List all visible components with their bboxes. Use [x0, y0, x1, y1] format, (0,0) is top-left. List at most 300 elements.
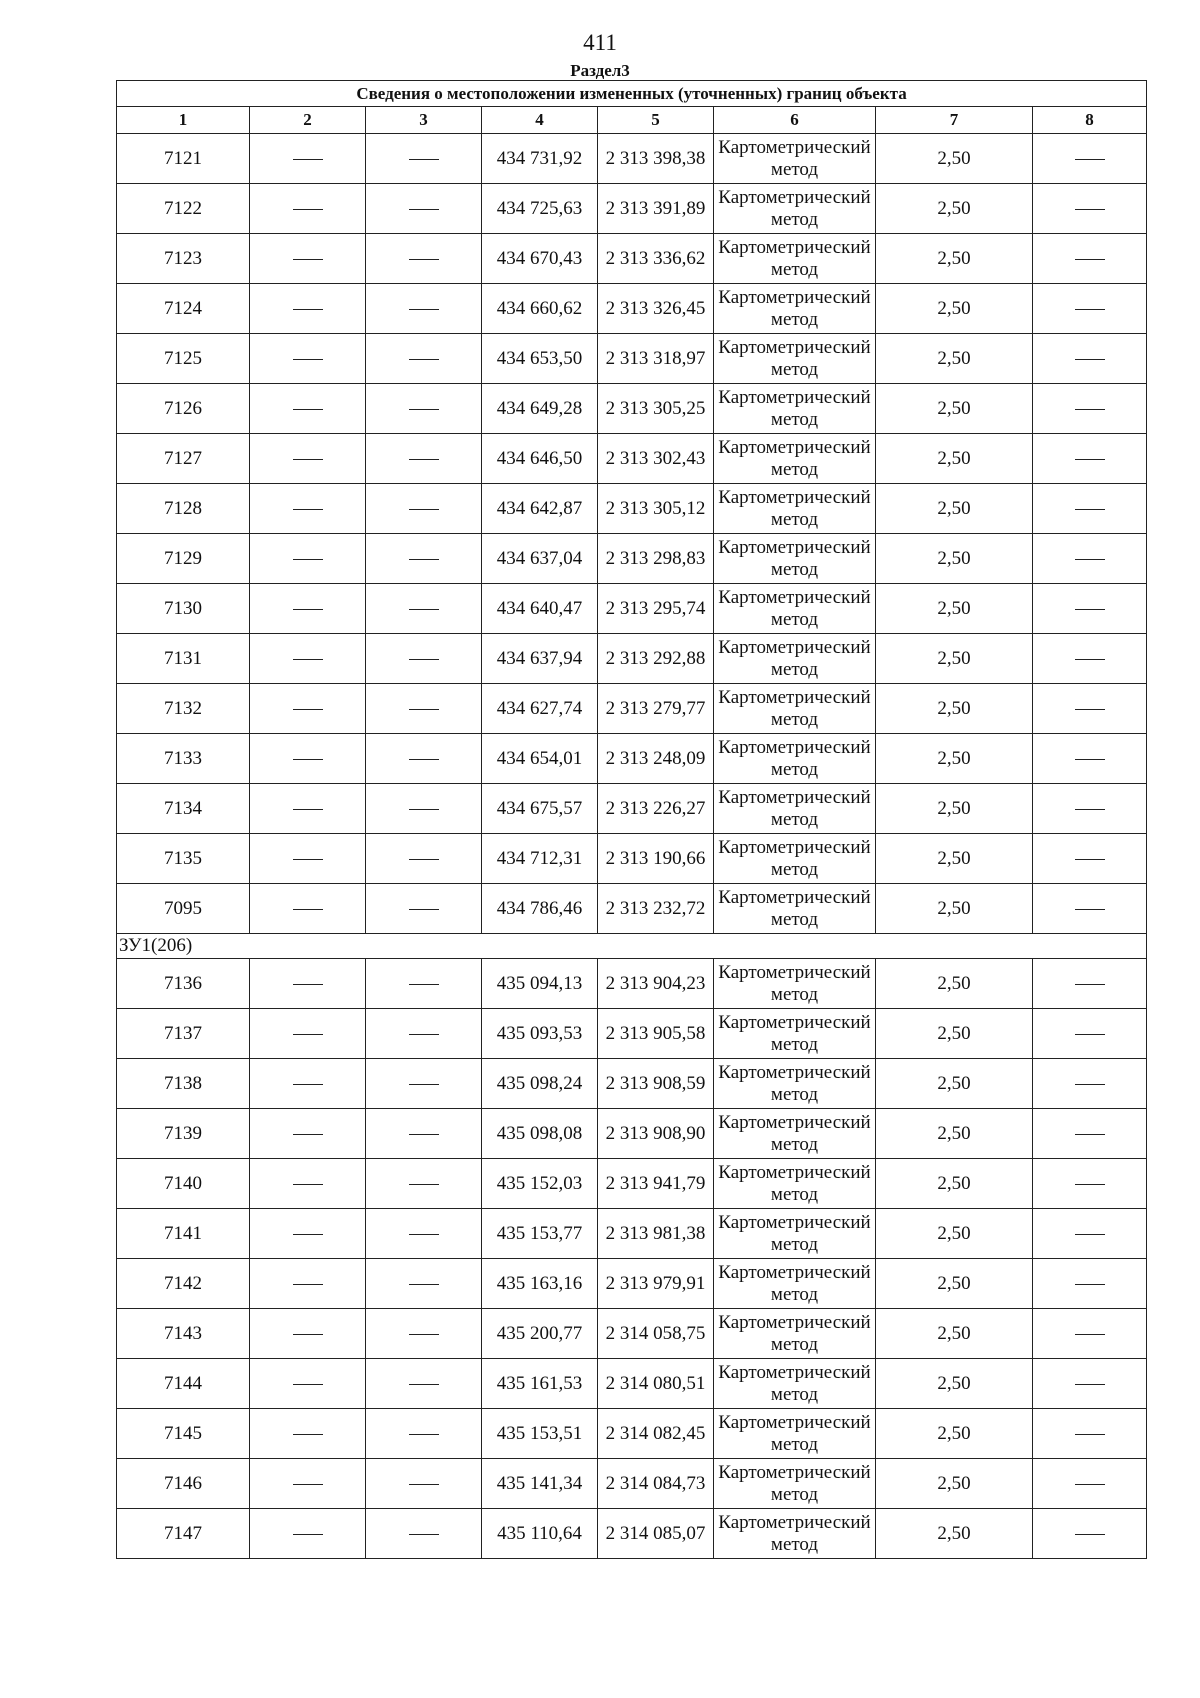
- accuracy-cell: 2,50: [876, 1059, 1033, 1109]
- dash-mark: [409, 1534, 439, 1535]
- y-coordinate-cell: 2 313 979,91: [598, 1259, 714, 1309]
- table-row: [117, 484, 1147, 534]
- column-8-cell: [1033, 1409, 1147, 1459]
- point-number-cell: 7139: [117, 1109, 250, 1159]
- column-2-cell: [250, 534, 366, 584]
- table-row: [117, 1259, 1147, 1309]
- dash-mark: [293, 209, 323, 210]
- accuracy-cell: 2,50: [876, 1359, 1033, 1409]
- column-8-cell: [1033, 484, 1147, 534]
- dash-mark: [409, 509, 439, 510]
- table-row: [117, 284, 1147, 334]
- point-number-cell: 7125: [117, 334, 250, 384]
- method-cell: Картометрический метод: [714, 1459, 876, 1509]
- dash-mark: [293, 1234, 323, 1235]
- table-row: [117, 734, 1147, 784]
- column-8-cell: [1033, 1059, 1147, 1109]
- group-label-row: [117, 934, 1147, 959]
- x-coordinate-cell: 434 731,92: [482, 134, 598, 184]
- column-8-cell: [1033, 1159, 1147, 1209]
- column-2-cell: [250, 834, 366, 884]
- x-coordinate-cell: 435 093,53: [482, 1009, 598, 1059]
- accuracy-cell: 2,50: [876, 959, 1033, 1009]
- x-coordinate-cell: 435 153,77: [482, 1209, 598, 1259]
- y-coordinate-cell: 2 313 904,23: [598, 959, 714, 1009]
- table-row: [117, 1059, 1147, 1109]
- dash-mark: [1075, 709, 1105, 710]
- point-number-cell: 7124: [117, 284, 250, 334]
- column-2-cell: [250, 1259, 366, 1309]
- column-2-cell: [250, 234, 366, 284]
- point-number-cell: 7141: [117, 1209, 250, 1259]
- column-2-cell: [250, 134, 366, 184]
- dash-mark: [293, 459, 323, 460]
- dash-mark: [293, 1184, 323, 1185]
- accuracy-cell: 2,50: [876, 734, 1033, 784]
- point-number-cell: 7135: [117, 834, 250, 884]
- accuracy-cell: 2,50: [876, 334, 1033, 384]
- method-cell: Картометрический метод: [714, 1309, 876, 1359]
- accuracy-cell: 2,50: [876, 634, 1033, 684]
- dash-mark: [409, 759, 439, 760]
- dash-mark: [409, 459, 439, 460]
- dash-mark: [293, 259, 323, 260]
- dash-mark: [409, 859, 439, 860]
- dash-mark: [293, 509, 323, 510]
- dash-mark: [409, 1234, 439, 1235]
- dash-mark: [409, 609, 439, 610]
- point-number-cell: 7095: [117, 884, 250, 934]
- dash-mark: [409, 1434, 439, 1435]
- method-cell: Картометрический метод: [714, 484, 876, 534]
- y-coordinate-cell: 2 313 279,77: [598, 684, 714, 734]
- x-coordinate-cell: 434 642,87: [482, 484, 598, 534]
- method-cell: Картометрический метод: [714, 1159, 876, 1209]
- column-3-cell: [366, 184, 482, 234]
- column-2-cell: [250, 684, 366, 734]
- method-cell: Картометрический метод: [714, 784, 876, 834]
- accuracy-cell: 2,50: [876, 484, 1033, 534]
- column-2-cell: [250, 1209, 366, 1259]
- table-row: [117, 1509, 1147, 1559]
- column-2-cell: [250, 334, 366, 384]
- dash-mark: [293, 909, 323, 910]
- column-2-cell: [250, 1059, 366, 1109]
- point-number-cell: 7136: [117, 959, 250, 1009]
- page-number: 411: [583, 30, 617, 55]
- point-number-cell: 7133: [117, 734, 250, 784]
- x-coordinate-cell: 434 675,57: [482, 784, 598, 834]
- y-coordinate-cell: 2 314 082,45: [598, 1409, 714, 1459]
- column-3-cell: [366, 884, 482, 934]
- column-number: 5: [598, 107, 714, 134]
- dash-mark: [409, 359, 439, 360]
- dash-mark: [293, 1384, 323, 1385]
- point-number-cell: 7121: [117, 134, 250, 184]
- method-cell: Картометрический метод: [714, 1509, 876, 1559]
- column-8-cell: [1033, 684, 1147, 734]
- accuracy-cell: 2,50: [876, 434, 1033, 484]
- table-row: [117, 1209, 1147, 1259]
- point-number-cell: 7128: [117, 484, 250, 534]
- table-row: [117, 1109, 1147, 1159]
- dash-mark: [409, 984, 439, 985]
- accuracy-cell: 2,50: [876, 1259, 1033, 1309]
- column-8-cell: [1033, 1209, 1147, 1259]
- x-coordinate-cell: 435 152,03: [482, 1159, 598, 1209]
- accuracy-cell: 2,50: [876, 1309, 1033, 1359]
- point-number-cell: 7134: [117, 784, 250, 834]
- column-3-cell: [366, 1459, 482, 1509]
- table-row: [117, 384, 1147, 434]
- column-number: 2: [250, 107, 366, 134]
- dash-mark: [293, 1484, 323, 1485]
- column-8-cell: [1033, 1509, 1147, 1559]
- y-coordinate-cell: 2 313 298,83: [598, 534, 714, 584]
- dash-mark: [1075, 609, 1105, 610]
- table-row: [117, 234, 1147, 284]
- column-8-cell: [1033, 1459, 1147, 1509]
- dash-mark: [409, 1284, 439, 1285]
- column-2-cell: [250, 734, 366, 784]
- column-2-cell: [250, 1159, 366, 1209]
- x-coordinate-cell: 434 670,43: [482, 234, 598, 284]
- point-number-cell: 7123: [117, 234, 250, 284]
- column-8-cell: [1033, 284, 1147, 334]
- dash-mark: [1075, 1484, 1105, 1485]
- dash-mark: [1075, 909, 1105, 910]
- dash-mark: [1075, 159, 1105, 160]
- dash-mark: [293, 409, 323, 410]
- column-8-cell: [1033, 634, 1147, 684]
- column-8-cell: [1033, 1009, 1147, 1059]
- dash-mark: [1075, 459, 1105, 460]
- accuracy-cell: 2,50: [876, 1509, 1033, 1559]
- method-cell: Картометрический метод: [714, 1209, 876, 1259]
- point-number-cell: 7147: [117, 1509, 250, 1559]
- table-row: [117, 434, 1147, 484]
- column-8-cell: [1033, 434, 1147, 484]
- y-coordinate-cell: 2 313 908,59: [598, 1059, 714, 1109]
- dash-mark: [293, 1134, 323, 1135]
- dash-mark: [409, 309, 439, 310]
- column-3-cell: [366, 684, 482, 734]
- point-number-cell: 7137: [117, 1009, 250, 1059]
- point-number-cell: 7143: [117, 1309, 250, 1359]
- x-coordinate-cell: 434 660,62: [482, 284, 598, 334]
- y-coordinate-cell: 2 314 085,07: [598, 1509, 714, 1559]
- method-cell: Картометрический метод: [714, 834, 876, 884]
- dash-mark: [1075, 359, 1105, 360]
- column-8-cell: [1033, 184, 1147, 234]
- table-row: [117, 1159, 1147, 1209]
- y-coordinate-cell: 2 313 305,12: [598, 484, 714, 534]
- accuracy-cell: 2,50: [876, 534, 1033, 584]
- dash-mark: [409, 1034, 439, 1035]
- table-row: [117, 834, 1147, 884]
- column-3-cell: [366, 784, 482, 834]
- accuracy-cell: 2,50: [876, 834, 1033, 884]
- x-coordinate-cell: 435 098,08: [482, 1109, 598, 1159]
- column-2-cell: [250, 884, 366, 934]
- column-8-cell: [1033, 959, 1147, 1009]
- column-3-cell: [366, 1209, 482, 1259]
- column-3-cell: [366, 1409, 482, 1459]
- column-2-cell: [250, 584, 366, 634]
- boundary-coordinates-table: [116, 80, 1147, 1559]
- dash-mark: [1075, 1234, 1105, 1235]
- x-coordinate-cell: 434 637,94: [482, 634, 598, 684]
- dash-mark: [1075, 1034, 1105, 1035]
- column-8-cell: [1033, 884, 1147, 934]
- column-8-cell: [1033, 1359, 1147, 1409]
- dash-mark: [293, 809, 323, 810]
- dash-mark: [1075, 859, 1105, 860]
- accuracy-cell: 2,50: [876, 1009, 1033, 1059]
- accuracy-cell: 2,50: [876, 1409, 1033, 1459]
- section-title: Раздел3: [570, 61, 630, 80]
- point-number-cell: 7127: [117, 434, 250, 484]
- dash-mark: [293, 1334, 323, 1335]
- method-cell: Картометрический метод: [714, 234, 876, 284]
- dash-mark: [293, 709, 323, 710]
- column-8-cell: [1033, 334, 1147, 384]
- dash-mark: [293, 609, 323, 610]
- x-coordinate-cell: 435 110,64: [482, 1509, 598, 1559]
- column-number-row: [117, 107, 1147, 134]
- accuracy-cell: 2,50: [876, 884, 1033, 934]
- column-number: 6: [714, 107, 876, 134]
- column-3-cell: [366, 1009, 482, 1059]
- y-coordinate-cell: 2 313 305,25: [598, 384, 714, 434]
- table-row: [117, 534, 1147, 584]
- dash-mark: [1075, 1334, 1105, 1335]
- method-cell: Картометрический метод: [714, 584, 876, 634]
- method-cell: Картометрический метод: [714, 184, 876, 234]
- method-cell: Картометрический метод: [714, 884, 876, 934]
- point-number-cell: 7138: [117, 1059, 250, 1109]
- table-row: [117, 1409, 1147, 1459]
- column-8-cell: [1033, 384, 1147, 434]
- column-3-cell: [366, 284, 482, 334]
- dash-mark: [1075, 984, 1105, 985]
- column-8-cell: [1033, 584, 1147, 634]
- method-cell: Картометрический метод: [714, 1409, 876, 1459]
- dash-mark: [1075, 809, 1105, 810]
- dash-mark: [1075, 259, 1105, 260]
- accuracy-cell: 2,50: [876, 184, 1033, 234]
- column-3-cell: [366, 1359, 482, 1409]
- method-cell: Картометрический метод: [714, 734, 876, 784]
- dash-mark: [409, 1384, 439, 1385]
- y-coordinate-cell: 2 313 190,66: [598, 834, 714, 884]
- point-number-cell: 7132: [117, 684, 250, 734]
- table-row: [117, 884, 1147, 934]
- table-body: [117, 134, 1147, 1559]
- table-row: [117, 1459, 1147, 1509]
- column-3-cell: [366, 334, 482, 384]
- y-coordinate-cell: 2 313 302,43: [598, 434, 714, 484]
- dash-mark: [293, 1034, 323, 1035]
- y-coordinate-cell: 2 313 908,90: [598, 1109, 714, 1159]
- dash-mark: [1075, 559, 1105, 560]
- dash-mark: [409, 909, 439, 910]
- column-2-cell: [250, 1509, 366, 1559]
- column-2-cell: [250, 184, 366, 234]
- column-3-cell: [366, 1109, 482, 1159]
- column-3-cell: [366, 959, 482, 1009]
- accuracy-cell: 2,50: [876, 384, 1033, 434]
- dash-mark: [293, 859, 323, 860]
- column-3-cell: [366, 484, 482, 534]
- group-label: ЗУ1(206): [117, 934, 1147, 959]
- dash-mark: [409, 1334, 439, 1335]
- dash-mark: [1075, 509, 1105, 510]
- method-cell: Картометрический метод: [714, 1009, 876, 1059]
- column-2-cell: [250, 1459, 366, 1509]
- table-row: [117, 334, 1147, 384]
- column-2-cell: [250, 959, 366, 1009]
- column-8-cell: [1033, 784, 1147, 834]
- x-coordinate-cell: 434 712,31: [482, 834, 598, 884]
- point-number-cell: 7145: [117, 1409, 250, 1459]
- method-cell: Картометрический метод: [714, 284, 876, 334]
- point-number-cell: 7140: [117, 1159, 250, 1209]
- accuracy-cell: 2,50: [876, 284, 1033, 334]
- method-cell: Картометрический метод: [714, 684, 876, 734]
- dash-mark: [293, 559, 323, 560]
- x-coordinate-cell: 434 637,04: [482, 534, 598, 584]
- dash-mark: [1075, 1534, 1105, 1535]
- column-2-cell: [250, 1409, 366, 1459]
- point-number-cell: 7129: [117, 534, 250, 584]
- dash-mark: [409, 159, 439, 160]
- accuracy-cell: 2,50: [876, 1109, 1033, 1159]
- y-coordinate-cell: 2 313 391,89: [598, 184, 714, 234]
- column-number: 7: [876, 107, 1033, 134]
- dash-mark: [1075, 759, 1105, 760]
- x-coordinate-cell: 435 163,16: [482, 1259, 598, 1309]
- column-3-cell: [366, 634, 482, 684]
- method-cell: Картометрический метод: [714, 334, 876, 384]
- dash-mark: [1075, 1084, 1105, 1085]
- column-8-cell: [1033, 1259, 1147, 1309]
- x-coordinate-cell: 435 094,13: [482, 959, 598, 1009]
- column-number: 8: [1033, 107, 1147, 134]
- y-coordinate-cell: 2 313 232,72: [598, 884, 714, 934]
- column-2-cell: [250, 284, 366, 334]
- y-coordinate-cell: 2 313 226,27: [598, 784, 714, 834]
- column-2-cell: [250, 1309, 366, 1359]
- accuracy-cell: 2,50: [876, 1459, 1033, 1509]
- x-coordinate-cell: 434 786,46: [482, 884, 598, 934]
- y-coordinate-cell: 2 313 981,38: [598, 1209, 714, 1259]
- column-3-cell: [366, 734, 482, 784]
- dash-mark: [293, 309, 323, 310]
- dash-mark: [409, 1084, 439, 1085]
- column-2-cell: [250, 1359, 366, 1409]
- dash-mark: [1075, 1184, 1105, 1185]
- column-8-cell: [1033, 1109, 1147, 1159]
- x-coordinate-cell: 435 153,51: [482, 1409, 598, 1459]
- accuracy-cell: 2,50: [876, 684, 1033, 734]
- x-coordinate-cell: 434 654,01: [482, 734, 598, 784]
- column-8-cell: [1033, 834, 1147, 884]
- column-8-cell: [1033, 534, 1147, 584]
- method-cell: Картометрический метод: [714, 1259, 876, 1309]
- column-3-cell: [366, 134, 482, 184]
- x-coordinate-cell: 435 141,34: [482, 1459, 598, 1509]
- point-number-cell: 7144: [117, 1359, 250, 1409]
- y-coordinate-cell: 2 314 058,75: [598, 1309, 714, 1359]
- dash-mark: [1075, 1384, 1105, 1385]
- column-3-cell: [366, 434, 482, 484]
- column-3-cell: [366, 1059, 482, 1109]
- y-coordinate-cell: 2 313 941,79: [598, 1159, 714, 1209]
- accuracy-cell: 2,50: [876, 234, 1033, 284]
- column-2-cell: [250, 634, 366, 684]
- dash-mark: [409, 659, 439, 660]
- x-coordinate-cell: 434 627,74: [482, 684, 598, 734]
- table-row: [117, 684, 1147, 734]
- dash-mark: [293, 984, 323, 985]
- x-coordinate-cell: 434 646,50: [482, 434, 598, 484]
- x-coordinate-cell: 434 649,28: [482, 384, 598, 434]
- column-3-cell: [366, 1309, 482, 1359]
- column-2-cell: [250, 1009, 366, 1059]
- column-2-cell: [250, 434, 366, 484]
- x-coordinate-cell: 435 200,77: [482, 1309, 598, 1359]
- x-coordinate-cell: 435 161,53: [482, 1359, 598, 1409]
- dash-mark: [293, 1284, 323, 1285]
- method-cell: Картометрический метод: [714, 1109, 876, 1159]
- y-coordinate-cell: 2 313 326,45: [598, 284, 714, 334]
- column-3-cell: [366, 584, 482, 634]
- table-caption: Сведения о местоположении измененных (уточненных) границ объекта: [117, 81, 1147, 107]
- y-coordinate-cell: 2 314 080,51: [598, 1359, 714, 1409]
- method-cell: Картометрический метод: [714, 1359, 876, 1409]
- point-number-cell: 7146: [117, 1459, 250, 1509]
- dash-mark: [409, 1484, 439, 1485]
- dash-mark: [409, 409, 439, 410]
- dash-mark: [293, 159, 323, 160]
- column-8-cell: [1033, 134, 1147, 184]
- method-cell: Картометрический метод: [714, 959, 876, 1009]
- column-2-cell: [250, 484, 366, 534]
- column-8-cell: [1033, 234, 1147, 284]
- column-3-cell: [366, 1159, 482, 1209]
- dash-mark: [1075, 1434, 1105, 1435]
- dash-mark: [1075, 309, 1105, 310]
- table-row: [117, 784, 1147, 834]
- column-3-cell: [366, 1259, 482, 1309]
- column-2-cell: [250, 1109, 366, 1159]
- point-number-cell: 7142: [117, 1259, 250, 1309]
- dash-mark: [409, 209, 439, 210]
- table-row: [117, 1309, 1147, 1359]
- dash-mark: [293, 1434, 323, 1435]
- method-cell: Картометрический метод: [714, 1059, 876, 1109]
- dash-mark: [293, 1084, 323, 1085]
- method-cell: Картометрический метод: [714, 384, 876, 434]
- accuracy-cell: 2,50: [876, 584, 1033, 634]
- table-row: [117, 584, 1147, 634]
- x-coordinate-cell: 434 653,50: [482, 334, 598, 384]
- point-number-cell: 7131: [117, 634, 250, 684]
- dash-mark: [1075, 659, 1105, 660]
- column-8-cell: [1033, 1309, 1147, 1359]
- dash-mark: [1075, 409, 1105, 410]
